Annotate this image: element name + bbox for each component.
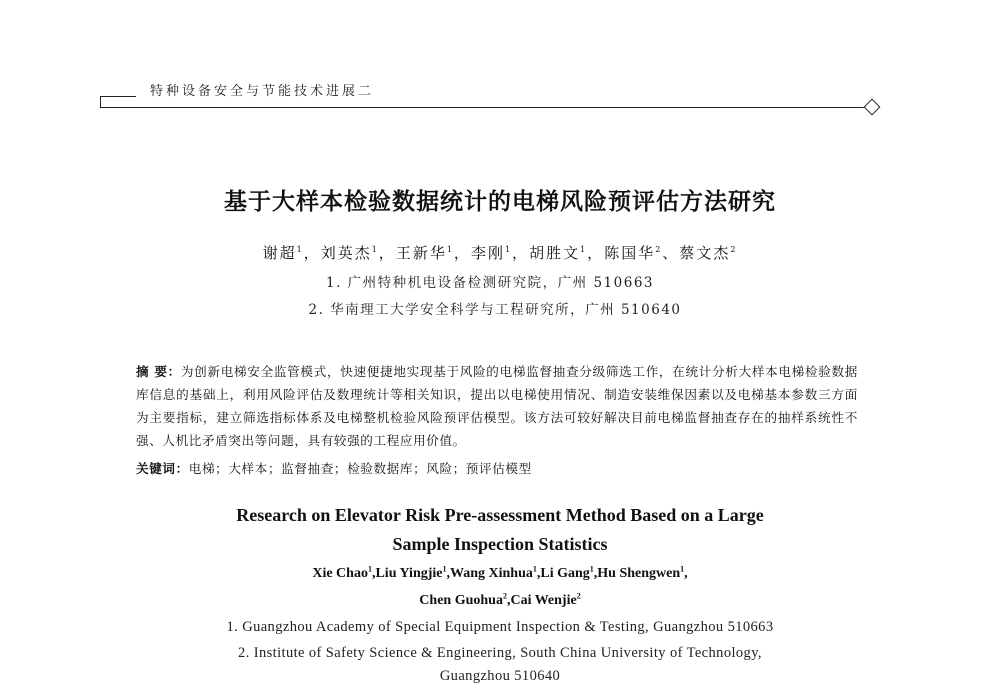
paper-title-en-line-1: Research on Elevator Risk Pre-assessment Method Based on a Large xyxy=(236,505,764,525)
header-rule-stub xyxy=(100,96,136,97)
author-en: Xie Chao xyxy=(312,566,368,581)
running-header: 特种设备安全与节能技术进展二 xyxy=(150,84,375,99)
author-cn: 李刚 xyxy=(470,244,505,262)
abstract-label: 摘 要： xyxy=(136,364,181,379)
affiliation-cn-1: 1. 广州特种机电设备检测研究院，广州 510663 xyxy=(326,275,654,291)
keywords-cn xyxy=(136,458,858,477)
abstract-cn xyxy=(136,360,858,452)
author-cn: 刘英杰 xyxy=(320,244,372,262)
authors-en-line-1: Xie Chao$^1$,Liu Yingjie$^1$,Wang Xinhua$^1$,Li Gang$^1$,Hu Shengwen$^1$, xyxy=(312,564,688,581)
author-cn: 胡胜文 xyxy=(529,244,581,262)
authors-cn: 谢超$^1$，刘英杰$^1$，王新华$^1$，李刚$^1$，胡胜文$^1$，陈国华$^2$、蔡文杰$^2$ xyxy=(262,244,738,262)
paper-title-cn: 基于大样本检验数据统计的电梯风险预评估方法研究 xyxy=(224,188,776,215)
author-cn: 蔡文杰 xyxy=(679,244,731,262)
abstract-text: 为创新电梯安全监管模式，快速便捷地实现基于风险的电梯监督抽查分级筛选工作，在统计分析大样本电梯检验数据库信息的基础上，利用风险评估及数理统计等相关知识，提出以电梯使用情况、制造安装维保因素以及电梯基本参数三方面为主要指标，建立筛选指标体系及电梯整机检验风险预评估模型。该方法可较好解决目前电梯监督抽查存在的抽样系统性不强、人机比矛盾突出等问题，具有较强的工程应用价值。 xyxy=(136,364,858,448)
keywords-text: 电梯；大样本；监督抽查；检验数据库；风险；预评估模型 xyxy=(188,461,532,476)
author-cn: 王新华 xyxy=(395,244,447,262)
affiliation-en-2-cont: Guangzhou 510640 xyxy=(439,668,561,684)
author-en: Hu Shengwen xyxy=(597,566,681,581)
author-cn: 陈国华 xyxy=(604,244,656,262)
author-cn: 谢超 xyxy=(262,244,297,262)
paper-title-en-line-2: Sample Inspection Statistics xyxy=(392,534,608,554)
keywords-label: 关键词： xyxy=(136,461,189,476)
author-en: Cai Wenjie xyxy=(510,593,577,608)
author-en: Chen Guohua xyxy=(419,593,503,608)
author-en: Li Gang xyxy=(540,566,590,581)
author-en: Wang Xinhua xyxy=(450,566,533,581)
header-diamond-icon xyxy=(864,99,881,116)
authors-en-line-2: Chen Guohua$^2$,Cai Wenjie$^2$ xyxy=(419,591,581,608)
author-en: Liu Yingjie xyxy=(375,566,443,581)
header-rule xyxy=(100,107,866,108)
affiliation-en-2: 2. Institute of Safety Science & Engineering, South China University of Technology, xyxy=(238,645,762,661)
affiliation-cn-2: 2. 华南理工大学安全科学与工程研究所，广州 510640 xyxy=(308,302,682,318)
affiliation-en-1: 1. Guangzhou Academy of Special Equipment Inspection & Testing, Guangzhou 510663 xyxy=(226,619,774,635)
